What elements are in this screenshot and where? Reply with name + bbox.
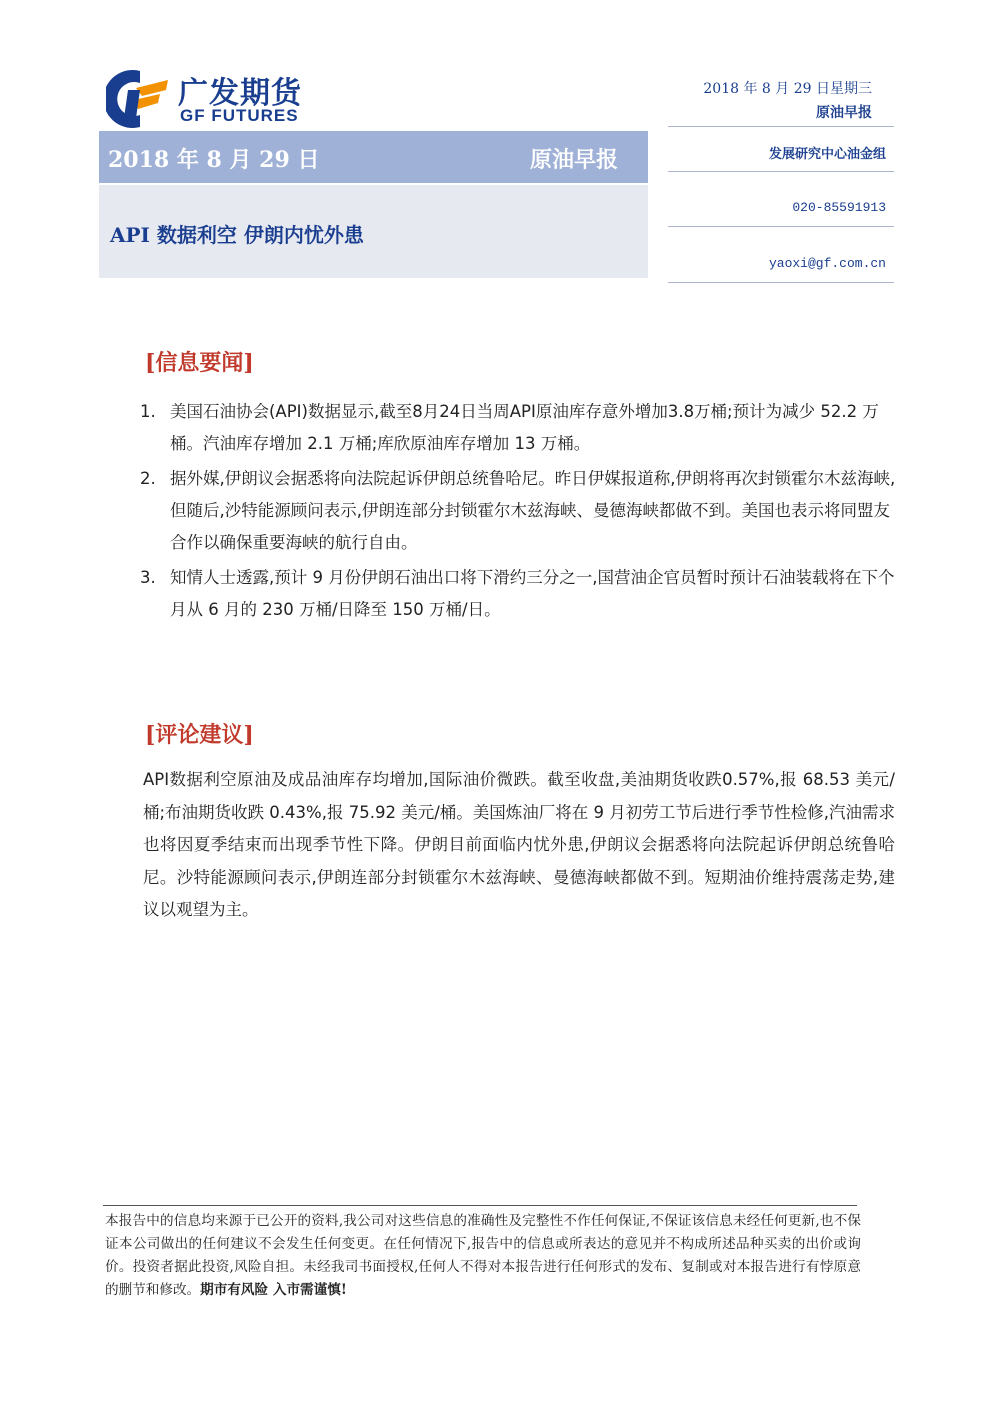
disclaimer-text: 本报告中的信息均来源于已公开的资料,我公司对这些信息的准确性及完整性不作任何保证,不保证该信息未经任何更新,也不保证本公司做出的任何建议不会发生任何变更。在任何情况下,报告中的信息或所表达的意见并不构成所述品种买卖的出价或询价。投资者据此投资,风险自担。未经我司书面授权,任何人不得对本报告进行任何形式的发布、复制或对本报告进行有悖原意的删节和修改。 xyxy=(105,1213,861,1298)
comment-heading: [评论建议] xyxy=(145,722,254,748)
band-report-type: 原油早报 xyxy=(530,147,619,173)
contact-divider xyxy=(668,226,894,227)
disclaimer-emphasis: 期市有风险 入市需谨慎! xyxy=(200,1282,347,1298)
list-item-text: 美国石油协会(API)数据显示,截至8月24日当周API原油库存意外增加3.8万桶;预计为减少 52.2 万桶。汽油库存增加 2.1 万桶;库欣原油库存增加 13 万桶。 xyxy=(170,402,879,453)
disclaimer-divider xyxy=(103,1205,857,1206)
list-item-number: 2. xyxy=(140,469,156,488)
list-item xyxy=(140,463,900,559)
list-item-number: 3. xyxy=(140,568,156,587)
logo-name-cn: 广发期货 xyxy=(178,76,302,111)
list-item-number: 1. xyxy=(140,402,156,421)
list-item-text: 知情人士透露,预计 9 月份伊朗石油出口将下滑约三分之一,国营油企官员暂时预计石油装载将在下个月从 6 月的 230 万桶/日降至 150 万桶/日。 xyxy=(170,568,895,619)
news-list xyxy=(140,396,900,629)
comment-paragraph: API数据利空原油及成品油库存均增加,国际油价微跌。截至收盘,美油期货收跌0.57%,报 68.53 美元/桶;布油期货收跌 0.43%,报 75.92 美元/桶。美国炼油厂将在 9 月初劳工节后进行季节性检修,汽油需求也将因夏季结束而出现季节性下降。伊朗目前面临内忧外患,伊朗议会据悉将向法院起诉伊朗总统鲁哈尼。沙特能源顾问表示,伊朗连部分封锁霍尔木兹海峡、曼德海峡都做不到。短期油价维持震荡走势,建议以观望为主。 xyxy=(143,770,895,919)
contact-divider xyxy=(668,171,894,172)
contact-divider xyxy=(668,282,894,283)
contact-email[interactable]: yaoxi@gf.com.cn xyxy=(768,256,886,271)
header-date: 2018 年 8 月 29 日星期三 xyxy=(703,81,872,97)
header-report-type: 原油早报 xyxy=(816,105,872,121)
disclaimer xyxy=(105,1210,861,1302)
list-item xyxy=(140,562,900,626)
company-logo xyxy=(106,68,366,130)
contact-team: 发展研究中心油金组 xyxy=(768,147,886,162)
list-item-text: 据外媒,伊朗议会据悉将向法院起诉伊朗总统鲁哈尼。昨日伊媒报道称,伊朗将再次封锁霍尔木兹海峡,但随后,沙特能源顾问表示,伊朗连部分封锁霍尔木兹海峡、曼德海峡都做不到。美国也表示将同盟友合作以确保重要海峡的航行自由。 xyxy=(170,469,896,552)
list-item xyxy=(140,396,900,460)
band-date: 2018 年 8 月 29 日 xyxy=(108,147,320,173)
contact-phone: 020-85591913 xyxy=(792,200,886,215)
gf-logo-icon xyxy=(106,68,174,130)
header-divider xyxy=(668,126,894,127)
news-heading: [信息要闻] xyxy=(145,350,254,376)
report-title: API 数据利空 伊朗内忧外患 xyxy=(110,223,364,247)
logo-name-en: GF FUTURES xyxy=(180,106,299,125)
